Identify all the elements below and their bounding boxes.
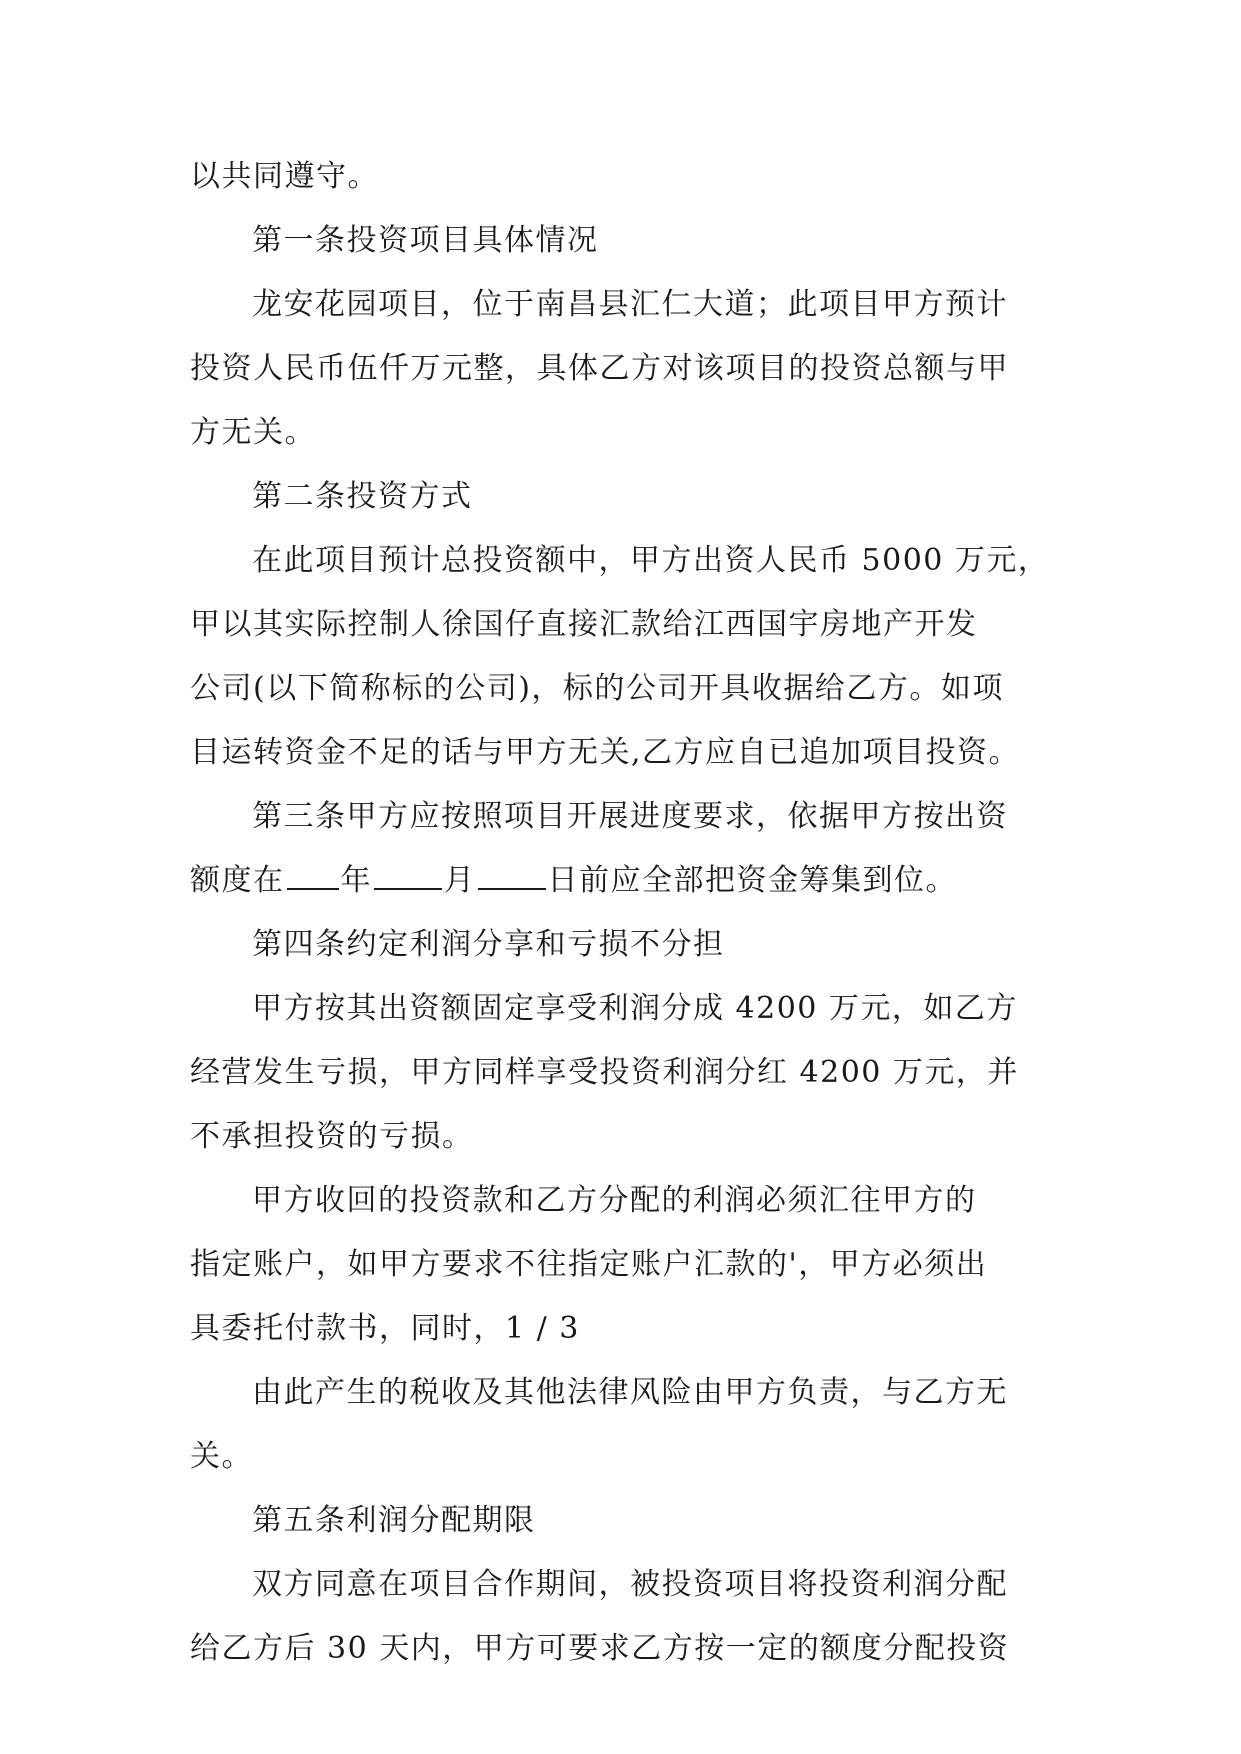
text-line: 甲以其实际控制人徐国仔直接汇款给江西国宇房地产开发 — [190, 607, 978, 642]
date-line-prefix: 额度在 — [190, 863, 285, 898]
date-fill-line — [190, 849, 1050, 913]
year-label: 年 — [340, 863, 372, 898]
text-line-with-page-number: 具委托付款书，同时，1 / 3 — [190, 1311, 580, 1346]
date-line-suffix: 日前应全部把资金筹集到位。 — [547, 863, 957, 898]
text-line: 甲方收回的投资款和乙方分配的利润必须汇往甲方的 — [252, 1183, 977, 1218]
year-blank — [287, 854, 339, 890]
text-line: 目运转资金不足的话与甲方无关,乙方应自已追加项目投资。 — [190, 735, 1021, 770]
text-line: 以共同遵守。 — [190, 159, 379, 194]
text-line: 由此产生的税收及其他法律风险由甲方负责，与乙方无 — [252, 1375, 1008, 1410]
article-5-heading: 第五条利润分配期限 — [252, 1503, 536, 1538]
month-blank — [374, 854, 442, 890]
article-4-heading: 第四条约定利润分享和亏损不分担 — [252, 927, 725, 962]
document-body — [190, 145, 1050, 1681]
text-line: 不承担投资的亏损。 — [190, 1119, 474, 1154]
text-line: 方无关。 — [190, 415, 316, 450]
article-3-text: 第三条甲方应按照项目开展进度要求，依据甲方按出资 — [252, 799, 1008, 834]
text-line: 在此项目预计总投资额中，甲方出资人民币 5000 万元， — [252, 543, 1050, 578]
day-blank — [478, 854, 546, 890]
text-line: 公司(以下简称标的公司)，标的公司开具收据给乙方。如项 — [190, 671, 1004, 706]
text-line: 经营发生亏损，甲方同样享受投资利润分红 4200 万元，并 — [190, 1055, 1019, 1090]
text-line: 给乙方后 30 天内，甲方可要求乙方按一定的额度分配投资 — [190, 1631, 1010, 1666]
text-line: 龙安花园项目，位于南昌县汇仁大道；此项目甲方预计 — [252, 287, 1008, 322]
text-line: 甲方按其出资额固定享受利润分成 4200 万元，如乙方 — [252, 991, 1018, 1026]
text-line: 投资人民币伍仟万元整，具体乙方对该项目的投资总额与甲 — [190, 351, 1009, 386]
month-label: 月 — [444, 863, 476, 898]
text-line: 指定账户，如甲方要求不往指定账户汇款的'，甲方必须出 — [190, 1247, 988, 1282]
article-1-heading: 第一条投资项目具体情况 — [252, 223, 599, 258]
text-line: 双方同意在项目合作期间，被投资项目将投资利润分配 — [252, 1567, 1008, 1602]
article-2-heading: 第二条投资方式 — [252, 479, 473, 514]
text-line: 关。 — [190, 1439, 253, 1474]
